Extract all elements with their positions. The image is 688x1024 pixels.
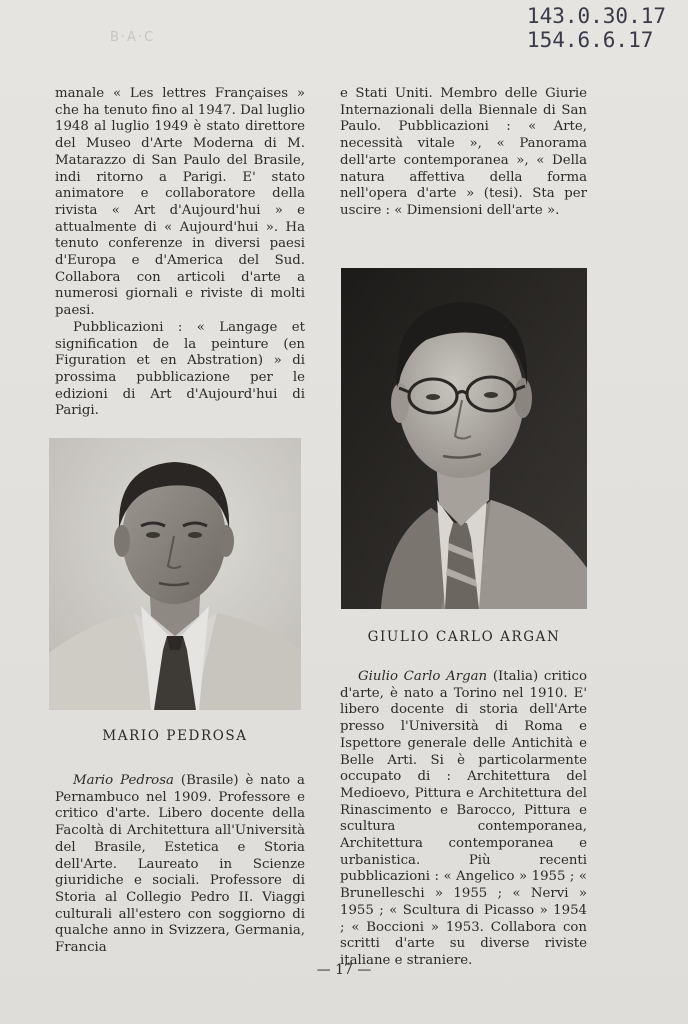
- argan-biography: [340, 669, 587, 970]
- right-column-top-text: [340, 86, 587, 220]
- left-paragraph-1: manale « Les lettres Françaises » che ha tenuto fino al 1947. Dal luglio 1948 al luglio 1949 è stato direttore del Museo d'Arte Moderna di M. Matarazzo di San Paulo del Brasile, indi ritorno a Parigi. E' stato animatore e collaboratore della rivista « Art d'Aujourd'hui » e attualmente di « Aujourd'hui ». Ha tenuto conferenze in diversi paesi d'Europa e d'America del Sud. Collabora con articoli d'arte a numerosi giornali e riviste di molti paesi.: [55, 86, 306, 319]
- handwritten-catalog-numbers: [527, 4, 666, 52]
- left-column-top-text: [55, 86, 305, 420]
- argan-portrait-photo: [341, 268, 587, 609]
- argan-bio-text: (Italia) critico d'arte, è nato a Torino nel 1910. E' libero docente di storia dell'Arte presso l'Università di Roma e Ispettore generale delle Antichità e Belle Arti. Si è particolarmente occupato di : Architettura del Medioevo, Pittura e Architettura del Rinascimento e Barocco, Pittura e scultura contemporanea, Architettura contemporanea e urbanistica. Più recenti pubblicazioni : « Angelico » 1955 ; « Brunelleschi » 1955 ; « Nervi » 1955 ; « Scultura di Picasso » 1954 ; « Boccioni » 1953. Collabora con scritti d'arte su diverse riviste italiane e straniere.: [340, 669, 587, 968]
- pedrosa-name-italic: Mario Pedrosa: [73, 773, 174, 788]
- right-paragraph-1: e Stati Uniti. Membro delle Giurie Internazionali della Biennale di San Paulo. Pubblicazioni : « Arte, necessità vitale », « Panorama dell'arte contemporanea », « Della natura affettiva della forma nell'opera d'arte » (tesi). Sta per uscire : « Dimensioni dell'arte ».: [340, 86, 587, 218]
- left-paragraph-2: Pubblicazioni : « Langage et signification de la peinture (en Figuration et en Abstration) » di prossima pubblicazione per le edizioni di Art d'Aujourd'hui di Parigi.: [55, 319, 305, 419]
- faded-stamp: B·A·C: [110, 30, 156, 45]
- pedrosa-portrait-image: [49, 438, 301, 710]
- argan-bio-paragraph: [340, 669, 587, 970]
- pedrosa-biography: [55, 773, 305, 957]
- pedrosa-bio-paragraph: [55, 773, 305, 957]
- argan-portrait-image: [341, 268, 587, 609]
- page-number: — 17 —: [316, 962, 372, 978]
- handwritten-line-1: 143.0.30.17: [526, 4, 666, 28]
- pedrosa-portrait-photo: [49, 438, 301, 710]
- pedrosa-caption: MARIO PEDROSA: [102, 728, 248, 744]
- pedrosa-bio-text: (Brasile) è nato a Pernambuco nel 1909. Professore e critico d'arte. Libero docente della Facoltà di Architettura all'Università del Brasile, Estetica e Storia dell'Arte. Laureato in Scienze giuridiche e sociali. Professore di Storia al Collegio Pedro II. Viaggi culturali all'estero con soggiorno di qualche anno in Svizzera, Germania, Francia: [55, 773, 305, 956]
- argan-name-italic: Giulio Carlo Argan: [358, 669, 488, 684]
- handwritten-line-2: 154.6.6.17: [526, 28, 654, 52]
- argan-caption: GIULIO CARLO ARGAN: [367, 629, 561, 645]
